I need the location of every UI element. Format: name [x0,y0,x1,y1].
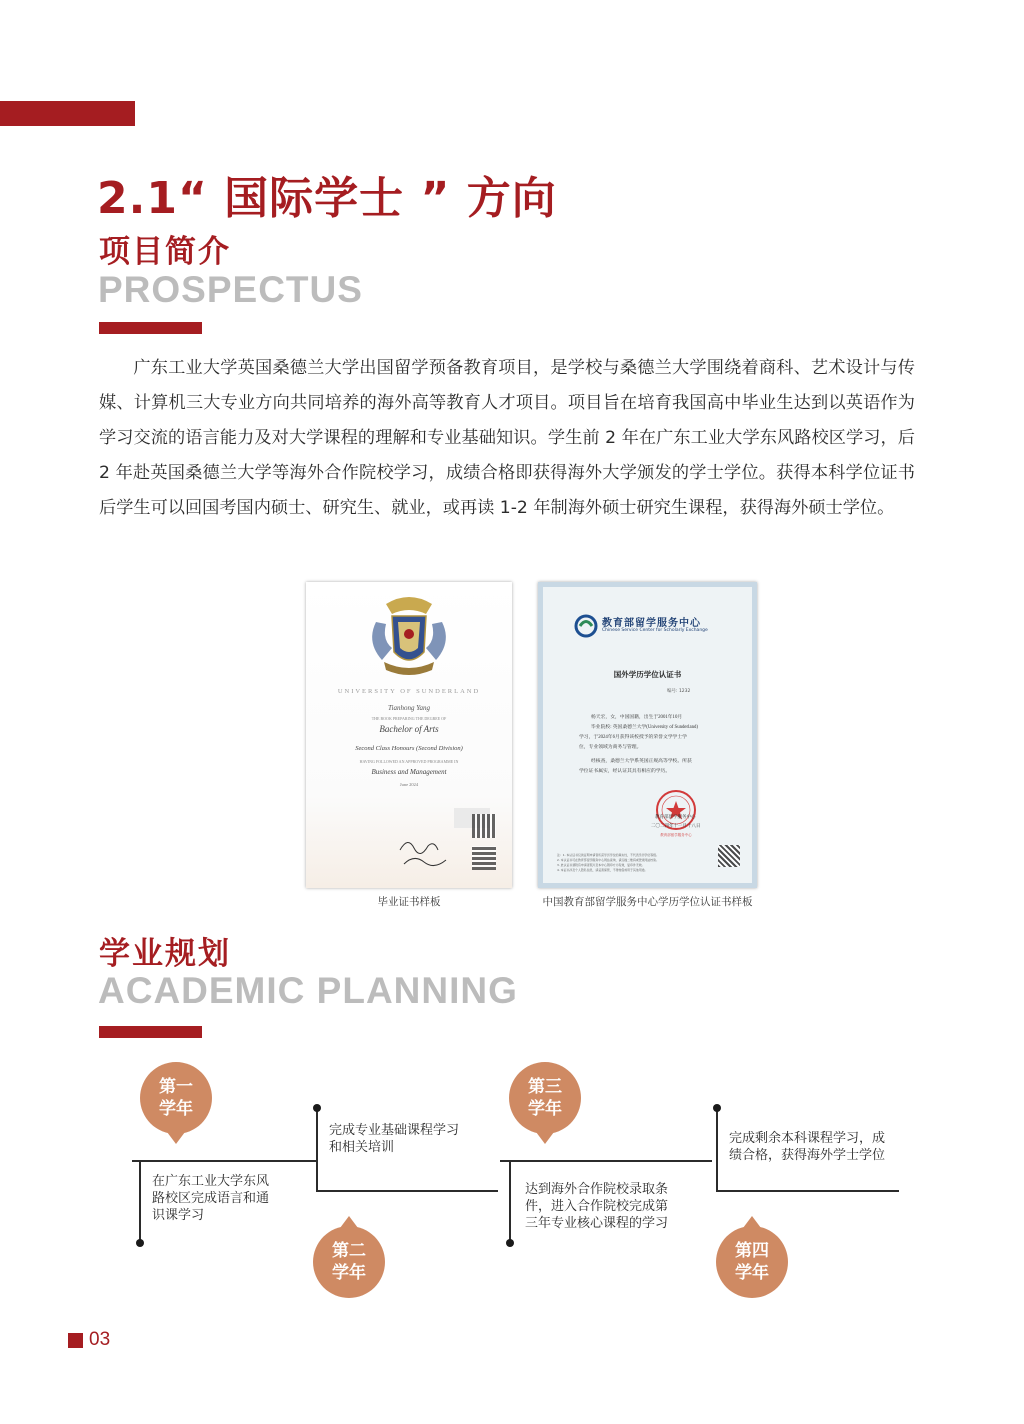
degree-name: Bachelor of Arts [379,724,439,734]
signature-icon [394,832,454,872]
year-4-bracket-bottom [716,1190,899,1192]
top-accent-bar [0,101,135,126]
qr-code-icon [472,814,496,838]
authentication-body-line: 学位证书属实，经认证其具有相应的学历。 [579,769,671,774]
conferred-line: THE BOOK PREPARING THE DEGREE OF [371,716,447,721]
year-1-bracket-top [132,1160,317,1162]
issuer-signature: 教育部留学服务中心 [655,815,696,820]
year-2-bracket-bottom [316,1190,498,1192]
org-name-en: Chinese Service Center for Scholarly Exchange [602,628,708,633]
year-1-pointer [167,1132,185,1144]
authentication-footnote: 注：1. 本认证书仅供证明申请者所获学历学位的真实性，不代表学历学位等级。 [557,853,659,857]
year-3-dot [506,1239,514,1247]
year-2-badge: 第二 学年 [313,1226,385,1298]
authentication-body-line: 经核查，桑德兰大学系英国正规高等学校。所获 [591,759,692,764]
year-3-stem [509,1160,511,1243]
planning-english-heading: ACADEMIC PLANNING [98,970,518,1011]
section-english-heading: PROSPECTUS [98,269,363,310]
year-4-description: 完成剩余本科课程学习，成绩合格，获得海外学士学位 [729,1131,886,1163]
page-number: 03 [89,1329,111,1350]
authentication-body-line: 杨天宏，女，中国国籍，出生于2001年10月 [591,715,683,720]
honours-line: Second Class Honours (Second Division) [355,745,463,752]
graduation-certificate-caption: 毕业证书样板 [377,896,441,908]
heading-underline [99,322,202,334]
authentication-body-line: 毕业院校: 英国桑德兰大学(University of Sunderland) [591,725,698,730]
intro-paragraph [99,351,915,526]
qr-code-icon [472,846,496,870]
section-title: 2.1“ 国际学士 ” 方向 [97,173,557,224]
year-4-marker [716,1216,788,1298]
year-4-stem [716,1107,718,1192]
seal-text: 教育部留学服务中心 [660,833,692,837]
year-2-marker [313,1216,385,1298]
planning-underline [99,1026,202,1038]
org-name-cn: 教育部留学服务中心 [602,618,701,629]
issue-date: 二〇二四年十一月十八日 [651,824,701,829]
year-2-stem [316,1107,318,1192]
year-4-dot [713,1104,721,1112]
certificate-date: June 2024 [399,782,419,787]
authentication-footnote: 3. 此认证书须附有申请者照片及本中心钢印方为有效，复印件无效。 [557,863,645,867]
graduate-name: Tianhong Yang [388,704,430,712]
subject-line: Business and Management [371,768,447,776]
year-1-description: 在广东工业大学东风路校区完成语言和通识课学习 [152,1174,270,1223]
degree-authentication-image [538,582,757,888]
planning-title: 学业规划 [99,936,231,972]
year-3-description: 达到海外合作院校录取条件，进入合作院校完成第三年专业核心课程的学习 [525,1182,669,1231]
university-name: UNIVERSITY OF SUNDERLAND [337,688,481,695]
year-1-badge: 第一 学年 [140,1062,212,1134]
authentication-footnote: 4. 本证书涉及个人隐私信息，请妥善保管，不得转借或用于其他用途。 [557,868,648,872]
section-subtitle: 项目简介 [99,234,231,270]
authentication-body-line: 学习，于2024年6月获得该校授予的荣誉文学学士学 [579,735,687,740]
authentication-title: 国外学历学位认证书 [613,670,682,679]
programme-line: HAVING FOLLOWED AN APPROVED PROGRAMME IN [359,759,459,764]
cscse-logo-icon [574,614,598,638]
year-3-pointer [536,1132,554,1144]
authentication-body-line: 位，专业领域为商务与管理。 [579,745,642,750]
year-2-dot [313,1104,321,1112]
authentication-footnote: 2. 本认证书可在教育部留学服务中心网站查询，请扫描二维码或登录网站核验。 [557,858,659,862]
page-number-marker [68,1333,83,1348]
qr-code-icon [718,845,740,867]
intro-text: 广东工业大学英国桑德兰大学出国留学预备教育项目，是学校与桑德兰大学围绕着商科、艺术设计与传媒、计算机三大专业方向共同培养的海外高等教育人才项目。项目旨在培育我国高中毕业生达到以英语作为学习交流的语言能力及对大学课程的理解和专业基础知识。学生前 2 年在广东工业大学东风路校区学习，后 2 年赴英国桑德兰大学等海外合作院校学习，成绩合格即获得海外大学颁发的学士学位。获得本科学位证书后学生可以回国考国内硕士、研究生、就业，或再读 1-2 年制海外硕士研究生课程，获得海外硕士学位。 [99,358,915,518]
year-3-marker [509,1062,581,1144]
authentication-number: 编号: 1232 [667,689,691,694]
year-4-badge: 第四 学年 [716,1226,788,1298]
graduation-certificate-image [306,582,512,888]
year-3-bracket-top [500,1160,712,1162]
year-1-stem [139,1160,141,1243]
year-3-badge: 第三 学年 [509,1062,581,1134]
year-2-description: 完成专业基础课程学习和相关培训 [329,1123,460,1155]
degree-authentication-caption: 中国教育部留学服务中心学历学位认证书样板 [542,896,753,908]
year-1-dot [136,1239,144,1247]
year-1-marker [140,1062,212,1144]
